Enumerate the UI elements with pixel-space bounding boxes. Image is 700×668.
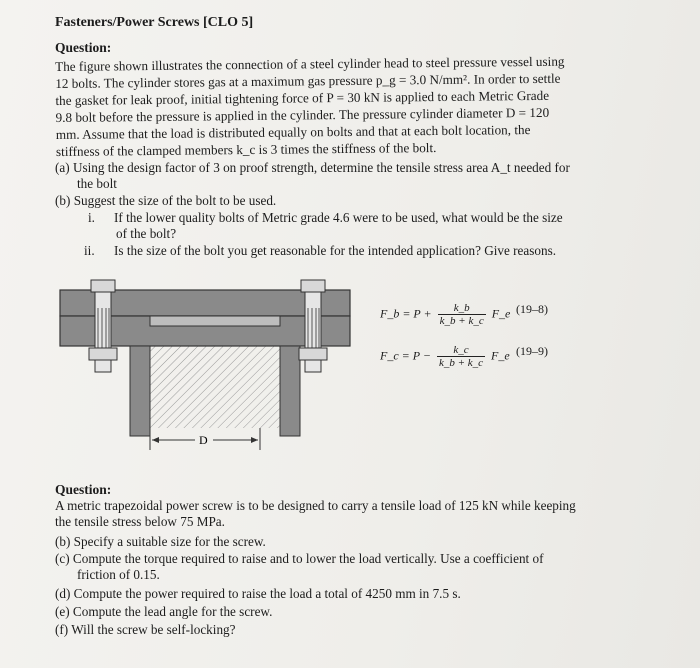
paragraph-line: The figure shown illustrates the connection of a steel cylinder head to steel pressure vessel using <box>55 53 565 74</box>
part-b-label: (b) <box>55 193 71 208</box>
q2-part-d: (d) Compute the power required to raise the load a total of 4250 mm in 7.5 s. <box>55 586 461 601</box>
eq2-numerator: k_c <box>453 344 469 356</box>
equation-19-9 <box>380 344 510 369</box>
part-b-ii <box>84 243 556 259</box>
question-2-heading: Question: <box>55 482 112 497</box>
part-b-i-text: If the lower quality bolts of Metric grade 4.6 were to be used, what would be the size <box>114 210 563 225</box>
part-a-text: Using the design factor of 3 on proof strength, determine the tensile stress area A_t needed for <box>72 160 570 175</box>
paragraph-line: mm. Assume that the load is distributed equally on bolts and that at each bolt location, the <box>55 122 531 142</box>
equation-19-8-number: (19–8) <box>516 302 548 316</box>
vessel-wall-right <box>280 346 300 436</box>
eq1-denominator: k_b + k_c <box>439 315 484 327</box>
part-b-i-text-cont: of the bolt? <box>116 226 177 241</box>
q2-part-f: (f) Will the screw be self-locking? <box>55 622 236 637</box>
vessel-wall-left <box>130 346 150 436</box>
q2-part-b: (b) Specify a suitable size for the screw. <box>55 534 266 549</box>
paragraph-line: 12 bolts. The cylinder stores gas at a maximum gas pressure p_g = 3.0 N/mm². In order to settle <box>55 70 561 91</box>
eq2-tail: F_e <box>491 348 510 363</box>
eq2-lhs: F_c = P − <box>380 348 431 363</box>
q2-part-c <box>55 551 615 583</box>
question-1-heading: Question: <box>55 40 112 55</box>
section-title: Fasteners/Power Screws [CLO 5] <box>55 15 254 30</box>
part-b-ii-label: ii. <box>84 243 95 258</box>
head-inner-face <box>150 316 280 326</box>
eq2-denominator: k_b + k_c <box>438 357 484 369</box>
dim-arrow-right <box>251 437 258 443</box>
part-b-i <box>88 210 563 242</box>
q2-part-e: (e) Compute the lead angle for the screw. <box>55 604 273 619</box>
q2-part-c-line: (c) Compute the torque required to raise and to lower the load vertically. Use a coefficient of <box>55 551 544 566</box>
part-b-text: Suggest the size of the bolt to be used. <box>73 193 277 208</box>
q2-part-c-line: friction of 0.15. <box>77 567 160 582</box>
q2-intro-line: A metric trapezoidal power screw is to be designed to carry a tensile load of 125 kN while keeping <box>55 498 576 513</box>
part-a-label: (a) <box>55 160 70 175</box>
question-2-intro <box>55 498 615 530</box>
dim-label: D <box>199 433 208 447</box>
eq1-tail: F_e <box>491 306 511 321</box>
paragraph-line: 9.8 bolt before the pressure is applied in the cylinder. The pressure cylinder diameter D = 120 <box>55 104 550 125</box>
paragraph-line: stiffness of the clamped members k_c is 3 times the stiffness of the bolt. <box>55 140 437 159</box>
equation-19-8 <box>380 302 510 327</box>
part-a <box>55 160 570 192</box>
part-b-i-label: i. <box>88 210 95 225</box>
eq1-numerator: k_b <box>453 302 470 314</box>
part-b-ii-text: Is the size of the bolt you get reasonable for the intended application? Give reasons. <box>114 243 557 258</box>
vessel-interior <box>150 333 280 428</box>
q2-intro-line: the tensile stress below 75 MPa. <box>55 514 225 529</box>
equation-19-9-number: (19–9) <box>516 344 548 358</box>
part-b <box>55 193 276 209</box>
question-1-paragraph <box>55 52 596 160</box>
bolted-joint-figure <box>55 268 355 458</box>
part-a-text-cont: the bolt <box>77 176 117 191</box>
dim-arrow-left <box>152 437 159 443</box>
eq1-lhs: F_b = P + <box>380 306 432 321</box>
paragraph-line: the gasket for leak proof, initial tightening force of P = 30 kN is applied to each Metric Grade <box>55 87 550 108</box>
